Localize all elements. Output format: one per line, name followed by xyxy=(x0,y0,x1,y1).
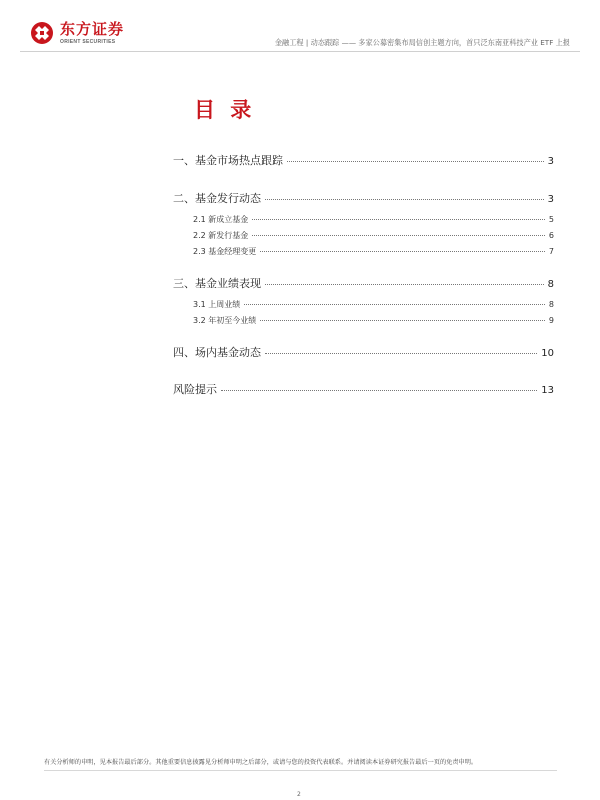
disclaimer-footer: 有关分析师的申明，见本报告最后部分。其他重要信息披露见分析师申明之后部分，或请与您的投资代表联系。并请阅读本证券研究报告最后一页的免责申明。 xyxy=(44,759,478,766)
toc-item-label: 风险提示 xyxy=(173,383,217,396)
logo-chinese-name: 东方证券 xyxy=(60,19,125,38)
toc-item-label: 2.1 新成立基金 xyxy=(193,215,249,224)
toc-item-fund-issuance[interactable] xyxy=(173,190,554,206)
toc-item-new-issued-funds[interactable] xyxy=(193,230,554,241)
logo-english-name: ORIENT SECURITIES xyxy=(60,38,116,45)
toc-item-label: 四、场内基金动态 xyxy=(173,346,261,359)
footer-divider xyxy=(44,770,557,771)
toc-item-label: 3.1 上周业绩 xyxy=(193,300,241,309)
toc-item-page: 5 xyxy=(548,215,554,224)
toc-item-page: 13 xyxy=(541,385,554,396)
report-header-meta: 金融工程 | 动态跟踪 —— 多家公募密集布局信创主题方向，首只泛东南亚科技产业 ETF 上报 xyxy=(274,38,570,47)
toc-leader-dots xyxy=(252,219,545,220)
toc-item-page: 8 xyxy=(548,300,554,309)
toc-leader-dots xyxy=(252,235,545,236)
toc-leader-dots xyxy=(265,199,544,200)
toc-leader-dots xyxy=(260,320,545,321)
toc-item-page: 3 xyxy=(547,156,554,167)
toc-item-label: 2.3 基金经理变更 xyxy=(193,247,257,256)
toc-item-new-established-funds[interactable] xyxy=(193,214,554,225)
toc-item-label: 三、基金业绩表现 xyxy=(173,277,261,290)
toc-item-ytd-performance[interactable] xyxy=(193,315,554,326)
page-number: 2 xyxy=(297,791,301,798)
toc-item-page: 10 xyxy=(541,348,554,359)
toc-item-label: 3.2 年初至今业绩 xyxy=(193,316,257,325)
toc-item-page: 9 xyxy=(548,316,554,325)
toc-leader-dots xyxy=(287,161,544,162)
toc-item-page: 8 xyxy=(547,279,554,290)
toc-leader-dots xyxy=(260,251,545,252)
toc-item-page: 7 xyxy=(548,247,554,256)
toc-item-fund-performance[interactable] xyxy=(173,275,554,291)
toc-item-label: 2.2 新发行基金 xyxy=(193,231,249,240)
toc-item-page: 3 xyxy=(547,194,554,205)
toc-item-fund-manager-changes[interactable] xyxy=(193,246,554,257)
toc-item-label: 一、基金市场热点跟踪 xyxy=(173,154,283,167)
toc-item-page: 6 xyxy=(548,231,554,240)
toc-leader-dots xyxy=(265,353,537,354)
toc-leader-dots xyxy=(244,304,545,305)
toc-item-fund-market-hotspots[interactable] xyxy=(173,152,554,168)
toc-title: 目 录 xyxy=(194,98,256,122)
toc-item-last-week-performance[interactable] xyxy=(193,299,554,310)
toc-item-risk-warning[interactable] xyxy=(173,381,554,397)
toc-leader-dots xyxy=(221,390,537,391)
toc-item-label: 二、基金发行动态 xyxy=(173,192,261,205)
toc-item-exchange-fund-dynamics[interactable] xyxy=(173,344,554,360)
toc-leader-dots xyxy=(265,284,544,285)
